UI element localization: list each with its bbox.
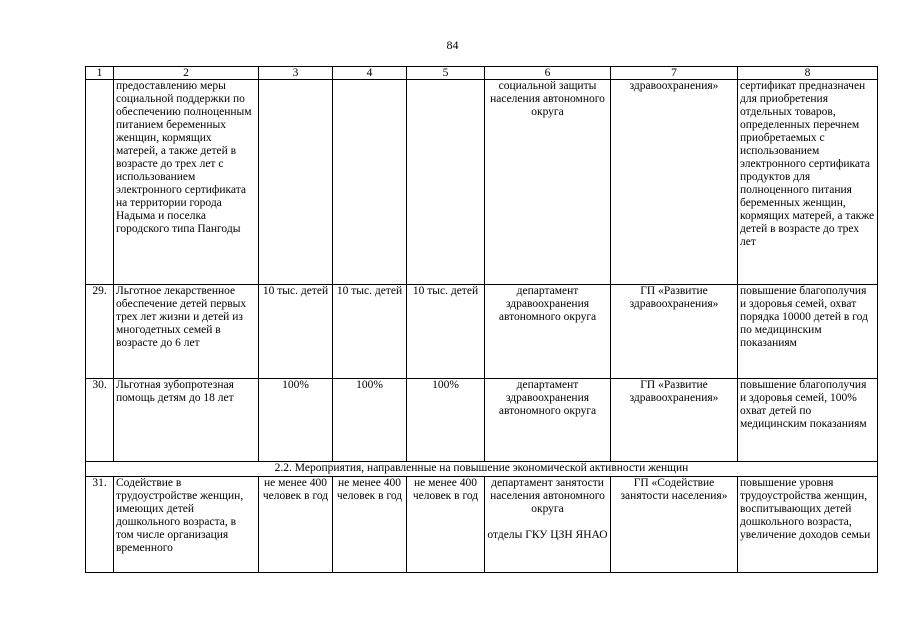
- result-cell: повышение благополучия и здоровья семей, охват порядка 10000 детей в год по медицинским показаниям: [738, 285, 878, 379]
- value-cell: не менее 400 человек в год: [259, 477, 333, 573]
- value-cell: [259, 80, 333, 285]
- table-row: [86, 477, 878, 573]
- column-header-row: [86, 67, 878, 80]
- executor-text: департамент здравоохранения автономного округа: [498, 379, 597, 417]
- value-cell: [333, 80, 407, 285]
- row-number: 31.: [86, 477, 114, 573]
- column-header: 6: [485, 67, 611, 80]
- row-number: [86, 80, 114, 285]
- table-row: [86, 379, 878, 462]
- measures-table: [85, 66, 878, 573]
- column-header: 3: [259, 67, 333, 80]
- column-header: 5: [407, 67, 485, 80]
- measure-name: предоставлению меры социальной поддержки по обеспечению полноценным питанием беременных женщин, кормящих матерей, а также детей в возрасте до трех лет с использованием электронного сертификата на территории города Надыма и поселка городского типа Пангоды: [114, 80, 259, 285]
- value-cell: 10 тыс. детей: [407, 285, 485, 379]
- measure-name: Льготное лекарственное обеспечение детей первых трех лет жизни и детей из многодетных семей в возрасте до 6 лет: [114, 285, 259, 379]
- column-header: 2: [114, 67, 259, 80]
- result-cell: сертификат предназначен для приобретения отдельных товаров, определенных перечнем приобретаемых с использованием электронного сертификата продуктов для полноценного питания беременных женщин, кормящих матерей, а также детей в возрасте до трех лет: [738, 80, 878, 285]
- executor-text: социальной защиты населения автономного округа: [490, 80, 605, 118]
- program-cell: ГП «Развитие здравоохранения»: [611, 379, 738, 462]
- value-cell: 100%: [333, 379, 407, 462]
- executor-cell: [485, 477, 611, 573]
- column-header: 7: [611, 67, 738, 80]
- executor-text: департамент здравоохранения автономного округа: [498, 285, 597, 323]
- measure-name: Содействие в трудоустройстве женщин, имеющих детей дошкольного возраста, в том числе организация временного: [114, 477, 259, 573]
- section-title: 2.2. Мероприятия, направленные на повышение экономической активности женщин: [86, 462, 878, 477]
- column-header: 1: [86, 67, 114, 80]
- program-cell: ГП «Содействие занятости населения»: [611, 477, 738, 573]
- executor-extra: отделы ГКУ ЦЗН ЯНАО: [487, 529, 608, 541]
- section-row: [86, 462, 878, 477]
- column-header: 8: [738, 67, 878, 80]
- executor-cell: [485, 80, 611, 285]
- value-cell: не менее 400 человек в год: [407, 477, 485, 573]
- measure-name: Льготная зубопротезная помощь детям до 18 лет: [114, 379, 259, 462]
- program-cell: ГП «Развитие здравоохранения»: [611, 285, 738, 379]
- row-number: 30.: [86, 379, 114, 462]
- value-cell: 100%: [259, 379, 333, 462]
- table-row: [86, 80, 878, 285]
- table-row: [86, 285, 878, 379]
- value-cell: 10 тыс. детей: [259, 285, 333, 379]
- program-cell: здравоохранения»: [611, 80, 738, 285]
- executor-cell: [485, 285, 611, 379]
- result-cell: повышение благополучия и здоровья семей, 100% охват детей по медицинским показаниям: [738, 379, 878, 462]
- page-number: 84: [446, 38, 459, 52]
- value-cell: не менее 400 человек в год: [333, 477, 407, 573]
- executor-cell: [485, 379, 611, 462]
- value-cell: 100%: [407, 379, 485, 462]
- row-number: 29.: [86, 285, 114, 379]
- result-cell: повышение уровня трудоустройства женщин, воспитывающих детей дошкольного возраста, увеличение доходов семьи: [738, 477, 878, 573]
- value-cell: [407, 80, 485, 285]
- value-cell: 10 тыс. детей: [333, 285, 407, 379]
- column-header: 4: [333, 67, 407, 80]
- executor-text: департамент занятости населения автономного округа: [490, 477, 605, 515]
